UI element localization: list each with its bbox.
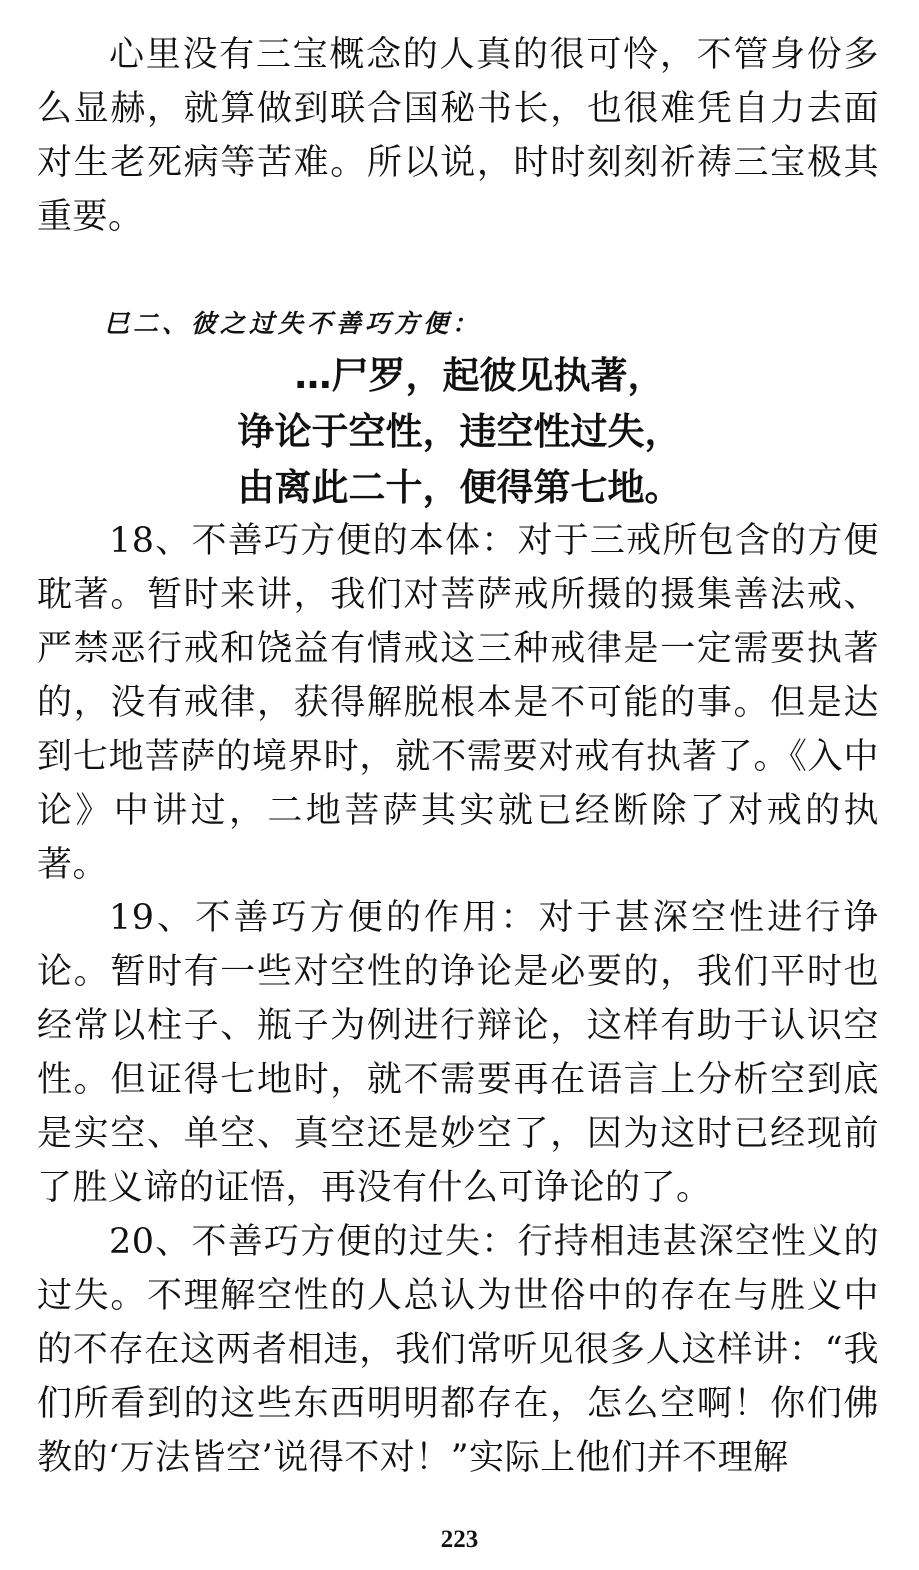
intro-paragraph: 心里没有三宝概念的人真的很可怜，不管身份多么显赫，就算做到联合国秘书长，也很难凭自力去面对生老死病等苦难。所以说，时时刻刻祈祷三宝极其重要。 xyxy=(37,35,879,237)
paragraph-20: 20、不善巧方便的过失：行持相违甚深空性义的过失。不理解空性的人总认为世俗中的存在与胜义中的不存在这两者相违，我们常听见很多人这样讲：“我们所看到的这些东西明明都存在，怎么空啊！你们佛教的‘万法皆空’说得不对！”实际上他们并不理解 xyxy=(37,1222,879,1478)
verse-line-1: …尸罗，起彼见执著， xyxy=(294,354,665,397)
page-number: 223 xyxy=(440,1526,479,1553)
verse-line-3: 由离此二十，便得第七地。 xyxy=(237,466,682,509)
verse-line-2: 诤论于空性，违空性过失， xyxy=(237,410,682,453)
paragraph-19: 19、不善巧方便的作用：对于甚深空性进行诤论。暂时有一些对空性的诤论是必要的，我们平时也经常以柱子、瓶子为例进行辩论，这样有助于认识空性。但证得七地时，就不需要再在语言上分析空到底是实空、单空、真空还是妙空了，因为这时已经现前了胜义谛的证悟，再没有什么可诤论的了。 xyxy=(37,898,879,1208)
section-heading: 巳二、彼之过失不善巧方便： xyxy=(104,309,482,338)
paragraph-18: 18、不善巧方便的本体：对于三戒所包含的方便耽著。暂时来讲，我们对菩萨戒所摄的摄集善法戒、严禁恶行戒和饶益有情戒这三种戒律是一定需要执著的，没有戒律，获得解脱根本是不可能的事。但是达到七地菩萨的境界时，就不需要对戒有执著了。《入中论》中讲过，二地菩萨其实就已经断除了对戒的执著。 xyxy=(37,521,879,885)
